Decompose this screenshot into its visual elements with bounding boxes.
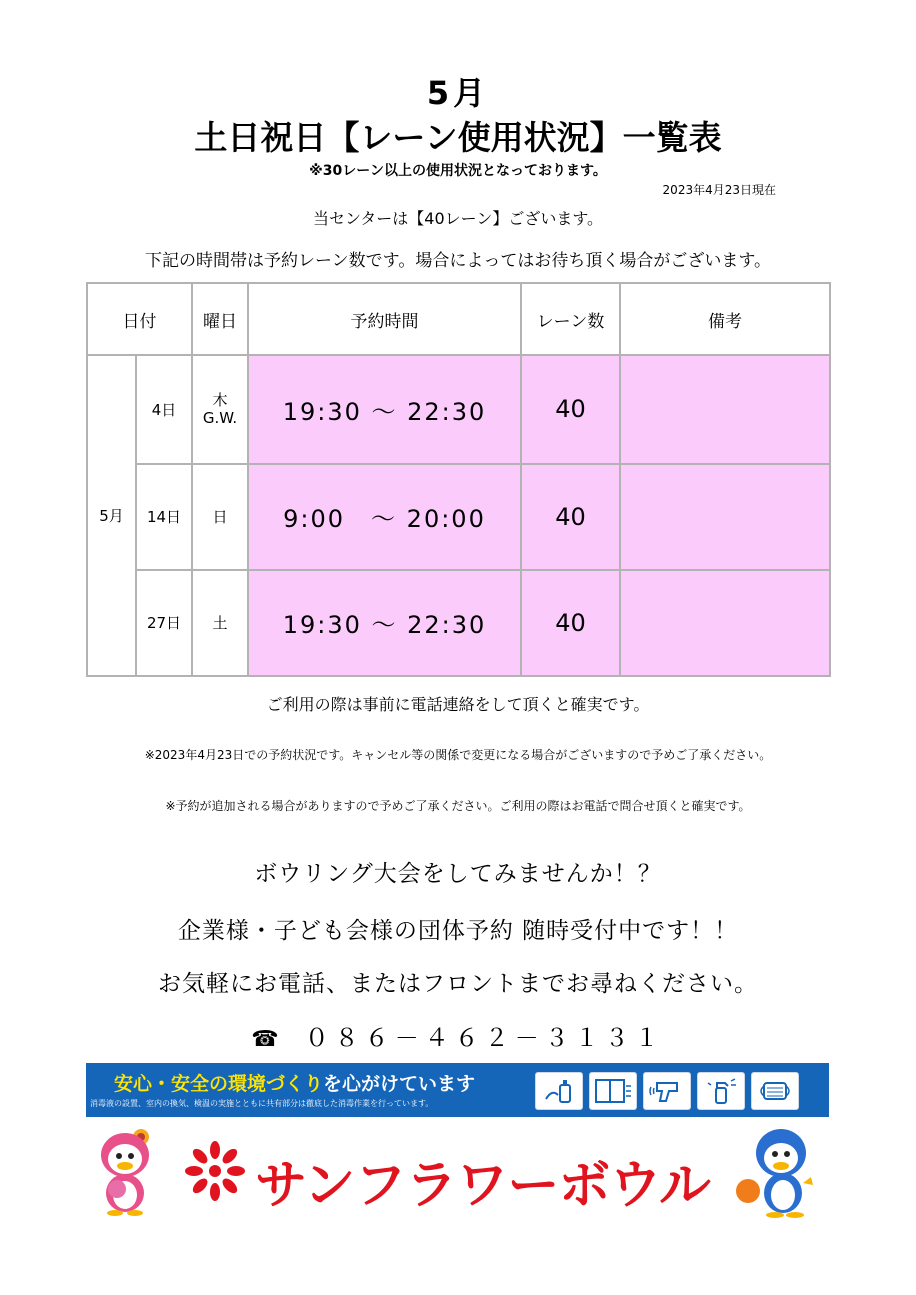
- header-remarks: 備考: [620, 283, 830, 355]
- month-title: 5月: [426, 74, 490, 112]
- fine-print-1: ※2023年4月23日での予約状況です。キャンセル等の関係で変更になる場合がございますので予めご了承ください。: [144, 748, 772, 762]
- banner-heading: [114, 1069, 475, 1096]
- table-row: [87, 570, 830, 676]
- row-remarks: [620, 355, 830, 464]
- logo-text: サンフラワーボウル: [255, 1156, 710, 1216]
- row-remarks: [620, 464, 830, 570]
- table-row: [87, 355, 830, 464]
- mascot-girl-penguin: [95, 1125, 157, 1217]
- phone-icon: ☎: [251, 1027, 285, 1052]
- ventilation-icon: [589, 1072, 637, 1110]
- logo-flower-mark: [183, 1140, 247, 1202]
- usage-note: ※30レーン以上の使用状況となっております。: [309, 163, 607, 179]
- weekday-label: 土: [212, 613, 228, 632]
- banner-subtext: 消毒液の設置、室内の換気、検温の実施とともに共有部分は徹底した消毒作業を行っています。: [90, 1099, 434, 1108]
- promo-line-3: お気軽にお電話、またはフロントまでお尋ねください。: [158, 971, 758, 997]
- phone-number[interactable]: ０８６－４６２－３１３１: [304, 1024, 665, 1052]
- row-time: 9:00 ～ 20:00: [248, 464, 521, 570]
- header-weekday: 曜日: [192, 283, 248, 355]
- row-day: 14日: [136, 464, 192, 570]
- header-date: 日付: [87, 283, 192, 355]
- contact-advice: ご利用の際は事前に電話連絡をして頂くと確実です。: [266, 695, 650, 714]
- thermometer-icon: [643, 1072, 691, 1110]
- table-row: [87, 464, 830, 570]
- header-time: 予約時間: [248, 283, 521, 355]
- row-lanes: 40: [521, 570, 620, 676]
- fine-print-2: ※予約が追加される場合がありますので予めご了承ください。ご利用の際はお電話で問合せ頂くと確実です。: [165, 799, 751, 813]
- weekday-note: G.W.: [202, 409, 238, 428]
- row-day: 4日: [136, 355, 192, 464]
- phone-line: [0, 1018, 916, 1053]
- row-lanes: 40: [521, 464, 620, 570]
- page-title: 土日祝日【レーン使用状況】一覧表: [194, 118, 722, 157]
- lanes-total: 当センターは【40レーン】ございます。: [312, 209, 604, 228]
- row-day: 27日: [136, 570, 192, 676]
- sanitizer-icon: [535, 1072, 583, 1110]
- row-weekday: [192, 355, 248, 464]
- table-header-row: [87, 283, 830, 355]
- row-lanes: 40: [521, 355, 620, 464]
- header-lanes: レーン数: [521, 283, 620, 355]
- promo-line-2: 企業様・子ども会様の団体予約 随時受付中です！！: [177, 918, 739, 944]
- row-time: 19:30 ～ 22:30: [248, 570, 521, 676]
- as-of-date: 2023年4月23日現在: [662, 183, 776, 197]
- row-weekday: [192, 464, 248, 570]
- intro-text: 下記の時間帯は予約レーン数です。場合によってはお待ち頂く場合がございます。: [145, 251, 771, 271]
- weekday-label: 木: [212, 391, 228, 410]
- mascot-boy-penguin: [735, 1123, 817, 1219]
- mask-icon: [751, 1072, 799, 1110]
- row-weekday: [192, 570, 248, 676]
- disinfect-spray-icon: [697, 1072, 745, 1110]
- row-time: 19:30 ～ 22:30: [248, 355, 521, 464]
- safety-banner: [86, 1063, 829, 1117]
- row-remarks: [620, 570, 830, 676]
- row-month: 5月: [87, 355, 136, 676]
- banner-heading-highlight: 安心・安全の環境づくり: [114, 1073, 324, 1095]
- banner-heading-rest: を心がけています: [323, 1073, 476, 1095]
- weekday-label: 日: [212, 507, 228, 526]
- schedule-table: [86, 282, 831, 677]
- promo-line-1: ボウリング大会をしてみませんか！？: [254, 861, 662, 887]
